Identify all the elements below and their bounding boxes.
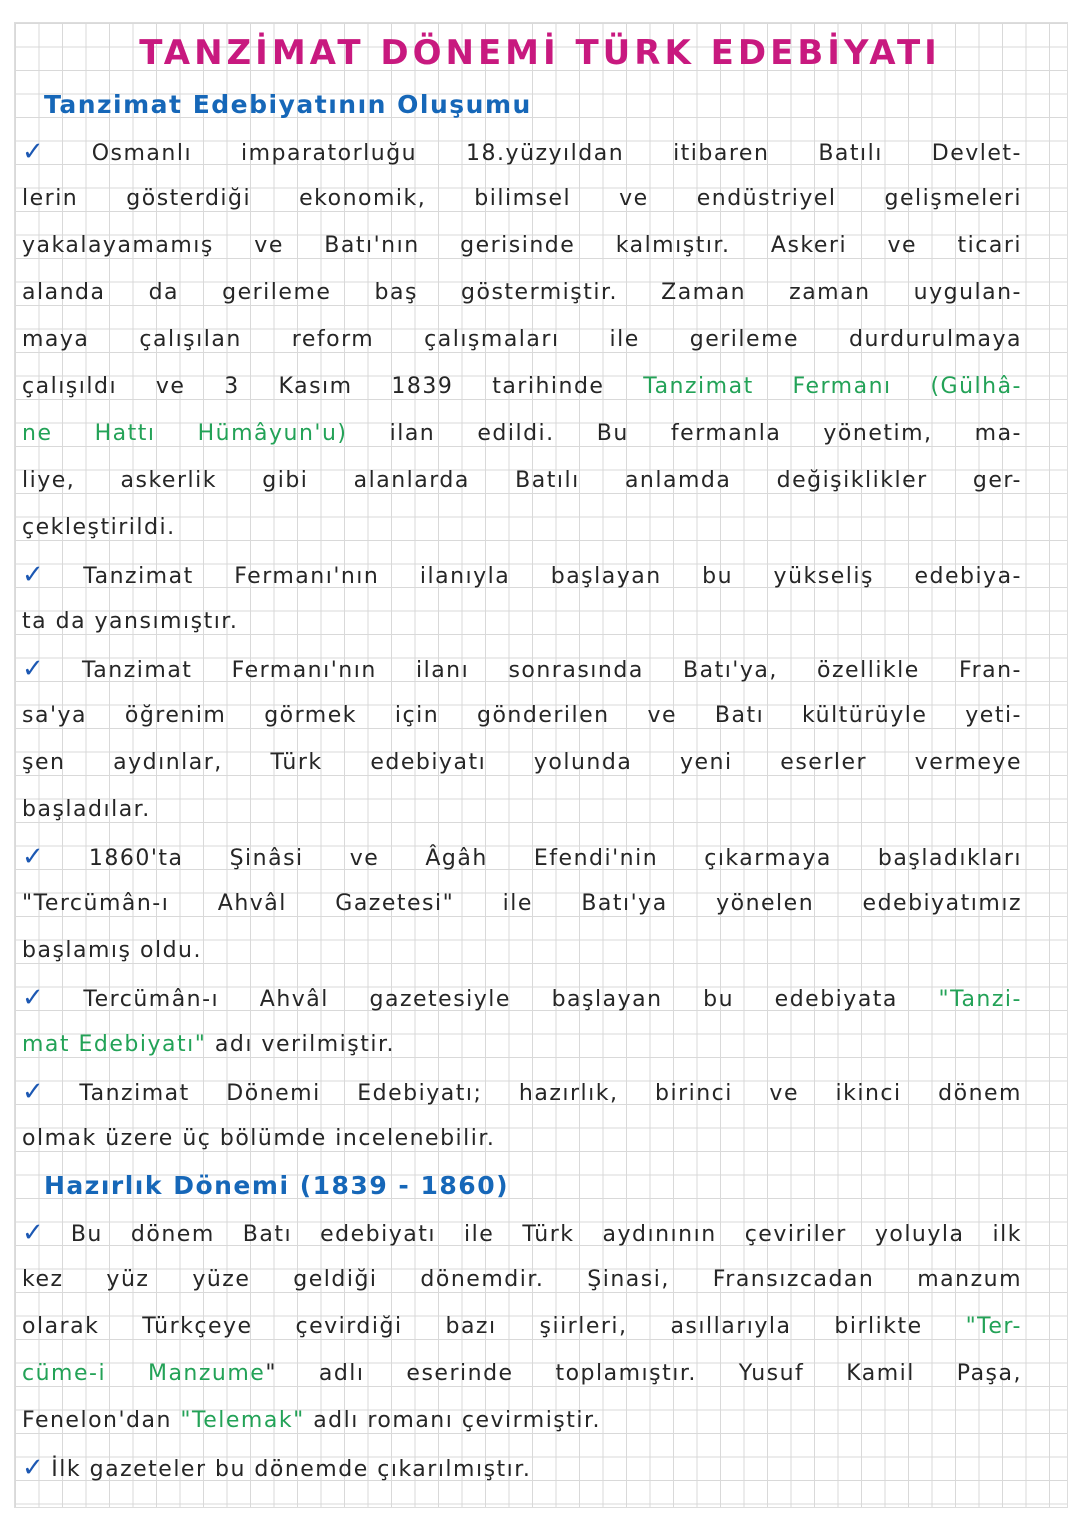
- line-text: ta da yansımıştır.: [22, 609, 239, 634]
- section-heading: [44, 85, 1044, 125]
- highlighted-term: Tanzimat Fermanı (Gülhâ-: [643, 374, 1022, 399]
- line-text: Tanzimat Edebiyatının Oluşumu: [44, 90, 532, 119]
- line-text: olarak Türkçeye çevirdiği bazı şiirleri, asıllarıyla birlikte: [22, 1314, 966, 1339]
- line-text: Tanzimat Fermanı'nın ilanıyla başlayan bu yükseliş edebiya-: [83, 564, 1022, 589]
- line-text: yakalayamamış ve Batı'nın gerisinde kalmıştır. Askeri ve ticari: [22, 233, 1022, 258]
- line-text: ilan edildi. Bu fermanla yönetim, ma-: [347, 421, 1022, 446]
- checkmark-icon: ✓: [22, 560, 78, 590]
- text-line: [22, 132, 1022, 172]
- section-heading: [44, 1166, 1044, 1206]
- text-line: [22, 931, 1022, 971]
- line-text: çalışıldı ve 3 Kasım 1839 tarihinde: [22, 374, 644, 399]
- line-text: Osmanlı imparatorluğu 18.yüzyıldan itibaren Batılı Devlet-: [91, 141, 1022, 166]
- text-line: [22, 1213, 1022, 1253]
- text-line: [22, 978, 1022, 1018]
- text-line: [22, 1025, 1022, 1065]
- text-line: [22, 1448, 1022, 1488]
- checkmark-icon: ✓: [22, 983, 78, 1013]
- checkmark-icon: ✓: [22, 1453, 46, 1483]
- highlighted-term: mat Edebiyatı": [22, 1032, 207, 1057]
- text-line: [22, 884, 1022, 924]
- text-line: [22, 837, 1022, 877]
- line-text: Tanzimat Fermanı'nın ilanı sonrasında Batı'ya, özellikle Fran-: [82, 658, 1022, 683]
- text-line: [22, 602, 1022, 642]
- line-text: liye, askerlik gibi alanlarda Batılı anlamda değişiklikler ger-: [22, 468, 1022, 493]
- text-line: [22, 367, 1022, 407]
- text-line: [22, 179, 1022, 219]
- checkmark-icon: ✓: [22, 137, 86, 167]
- line-text: alanda da gerileme baş göstermiştir. Zaman zaman uygulan-: [22, 280, 1022, 305]
- checkmark-icon: ✓: [22, 1218, 65, 1248]
- line-text: çekleştirildi.: [22, 515, 176, 540]
- text-line: [22, 743, 1022, 783]
- line-text: başladılar.: [22, 797, 151, 822]
- text-line: [22, 320, 1022, 360]
- text-line: [22, 790, 1022, 830]
- line-text: Tercümân-ı Ahvâl gazetesiyle başlayan bu edebiyata: [83, 987, 939, 1012]
- line-text: Bu dönem Batı edebiyatı ile Türk aydınının çeviriler yoluyla ilk: [70, 1222, 1022, 1247]
- line-text: adlı romanı çevirmiştir.: [304, 1408, 602, 1433]
- highlighted-term: ne Hattı Hümâyun'u): [22, 421, 348, 446]
- text-line: [22, 696, 1022, 736]
- page-title: TANZİMAT DÖNEMİ TÜRK EDEBİYATI: [139, 33, 941, 73]
- text-line: [22, 1354, 1022, 1394]
- text-line: [22, 1307, 1022, 1347]
- text-line: [22, 414, 1022, 454]
- line-text: olmak üzere üç bölümde incelenebilir.: [22, 1126, 496, 1151]
- highlighted-term: "Ter-: [965, 1314, 1022, 1339]
- line-text: İlk gazeteler bu dönemde çıkarılmıştır.: [51, 1457, 532, 1482]
- text-line: [22, 273, 1022, 313]
- text-line: [22, 461, 1022, 501]
- text-line: [22, 1072, 1022, 1112]
- line-text: şen aydınlar, Türk edebiyatı yolunda yeni eserler vermeye: [22, 750, 1022, 775]
- line-text: kez yüz yüze geldiği dönemdir. Şinasi, Fransızcadan manzum: [22, 1267, 1022, 1292]
- highlighted-term: cüme-i Manzume: [22, 1361, 266, 1386]
- line-text: adı verilmiştir.: [206, 1032, 396, 1057]
- text-line: [22, 1119, 1022, 1159]
- text-line: [22, 649, 1022, 689]
- text-line: [22, 226, 1022, 266]
- line-text: maya çalışılan reform çalışmaları ile gerileme durdurulmaya: [22, 327, 1022, 352]
- checkmark-icon: ✓: [22, 1077, 74, 1107]
- line-text: sa'ya öğrenim görmek için gönderilen ve Batı kültürüyle yeti-: [22, 703, 1022, 728]
- line-text: 1860'ta Şinâsi ve Âgâh Efendi'nin çıkarmaya başladıkları: [88, 846, 1022, 871]
- line-text: " adlı eserinde toplamıştır. Yusuf Kamil Paşa,: [265, 1361, 1022, 1386]
- text-line: [22, 508, 1022, 548]
- highlighted-term: "Tanzi-: [938, 987, 1022, 1012]
- highlighted-term: "Telemak": [180, 1408, 305, 1433]
- line-text: başlamış oldu.: [22, 938, 202, 963]
- checkmark-icon: ✓: [22, 842, 83, 872]
- text-line: [22, 1260, 1022, 1300]
- line-text: Hazırlık Dönemi (1839 - 1860): [44, 1171, 510, 1200]
- checkmark-icon: ✓: [22, 654, 76, 684]
- line-text: Fenelon'dan: [22, 1408, 181, 1433]
- text-line: [22, 1401, 1022, 1441]
- line-text: "Tercümân-ı Ahvâl Gazetesi" ile Batı'ya yönelen edebiyatımız: [22, 891, 1022, 916]
- line-text: lerin gösterdiği ekonomik, bilimsel ve endüstriyel gelişmeleri: [22, 186, 1022, 211]
- text-line: [22, 555, 1022, 595]
- line-text: Tanzimat Dönemi Edebiyatı; hazırlık, birinci ve ikinci dönem: [79, 1081, 1022, 1106]
